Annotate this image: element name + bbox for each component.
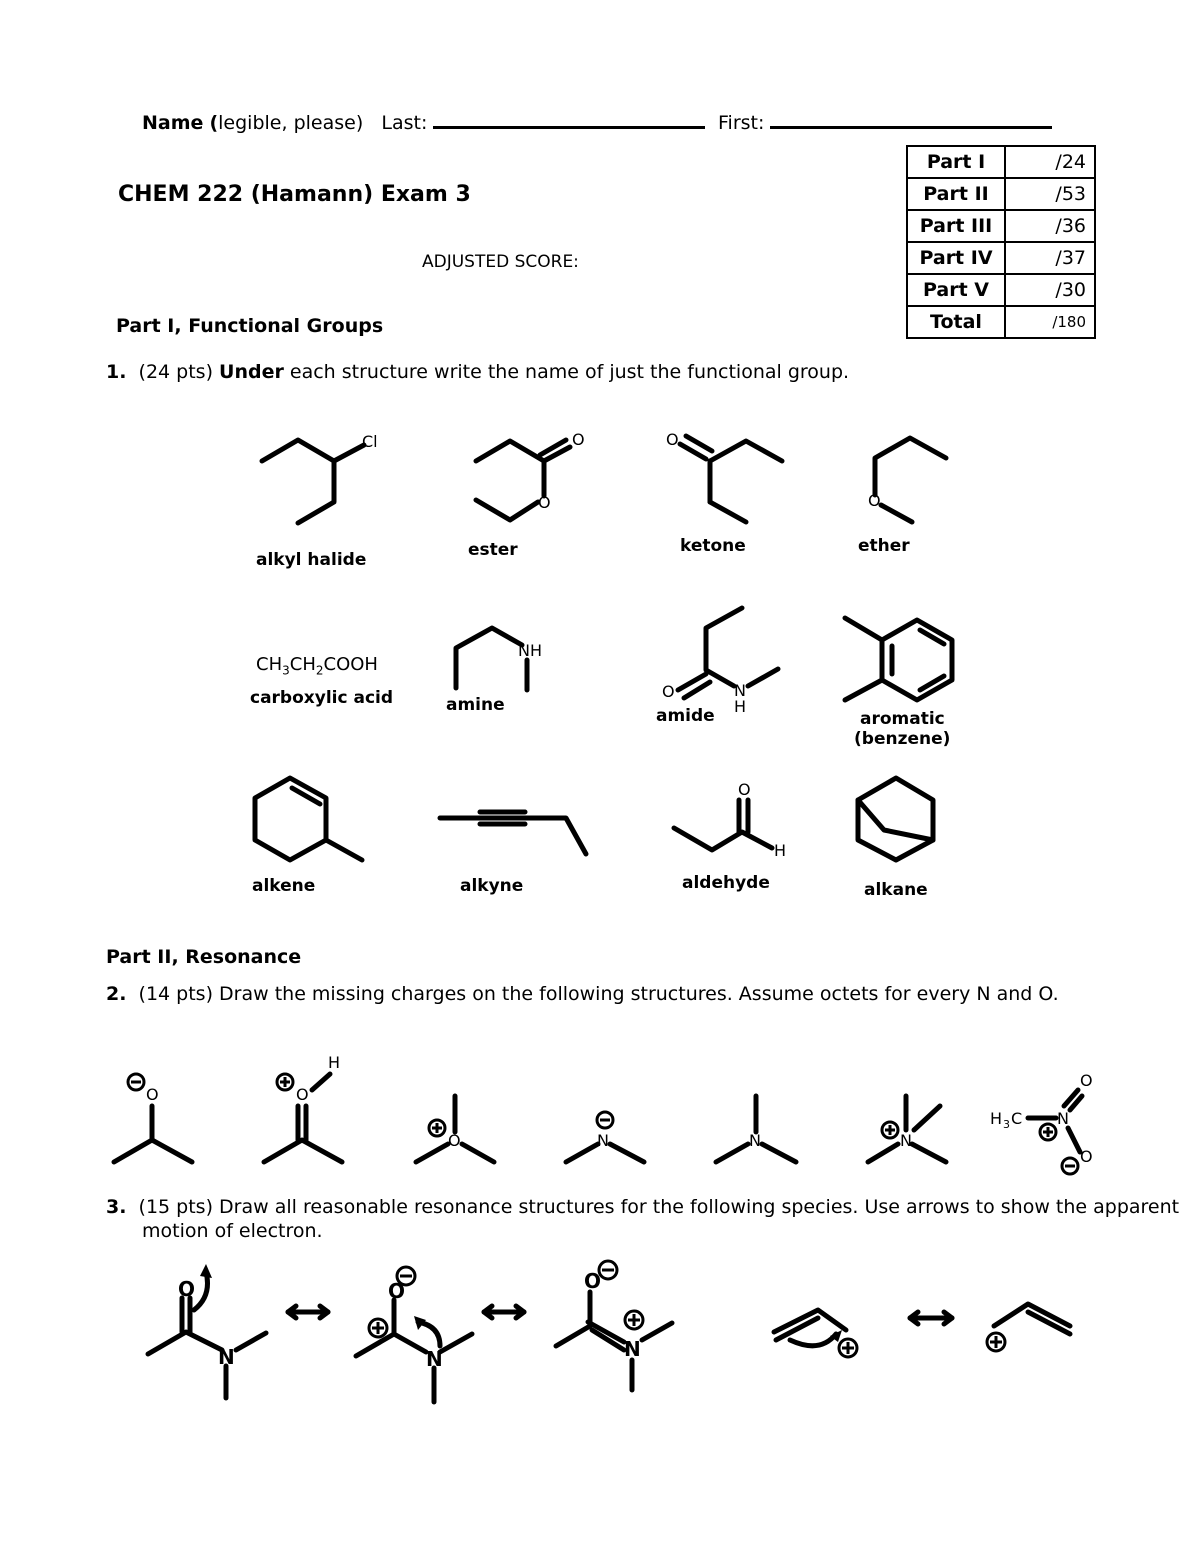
- atom-label: N: [426, 1347, 443, 1371]
- resonance-arrow: [288, 1306, 328, 1318]
- ether-structure: [875, 438, 946, 495]
- atom-label: O: [146, 1085, 159, 1104]
- atom-label: H: [990, 1109, 1003, 1128]
- q3-line1: (15 pts) Draw all reasonable resonance structures for the following species. Use arrows to show the apparent: [138, 1196, 1180, 1218]
- resonance-struct-1: [114, 1140, 192, 1162]
- name-line: Name (legible, please) Last:: [142, 108, 705, 134]
- carboxylic-acid-formula: $CH_3CH_2COOH$: [256, 654, 378, 678]
- label-ketone: ketone: [680, 536, 746, 556]
- atom-label: O: [662, 682, 675, 701]
- label-alkene: alkene: [252, 876, 316, 896]
- label-amine: amine: [446, 695, 505, 715]
- alkane-structure: [858, 778, 933, 860]
- q3-struct-1: [148, 1332, 222, 1354]
- label-ether: ether: [858, 536, 910, 556]
- score-value: /24: [1005, 146, 1095, 178]
- arrow-1: [194, 1272, 208, 1310]
- atom-label: O: [388, 1279, 406, 1303]
- q1-text: each structure write the name of just the functional group.: [289, 361, 850, 383]
- label-ester: ester: [468, 540, 518, 560]
- q2-number: 2.: [106, 983, 127, 1005]
- resonance-struct-6: [868, 1144, 898, 1162]
- atom-label: N: [218, 1345, 235, 1369]
- resonance-struct-5: [716, 1144, 748, 1162]
- score-part: Part IV: [907, 242, 1005, 274]
- q3-struct-2: [356, 1334, 426, 1356]
- label-alkyne: alkyne: [460, 876, 524, 896]
- aldehyde-structure: [674, 828, 772, 850]
- resonance-struct-2: [264, 1140, 342, 1162]
- atom-label: C: [1011, 1109, 1023, 1128]
- atom-label: N: [1057, 1109, 1069, 1128]
- atom-label: O: [538, 493, 551, 512]
- atom-label: O: [178, 1277, 196, 1301]
- score-value: /36: [1005, 210, 1095, 242]
- label-aromatic: aromatic: [860, 709, 945, 729]
- part1-heading: Part I, Functional Groups: [116, 315, 384, 337]
- q1-points: (24 pts): [138, 361, 213, 383]
- question-2: [106, 983, 1059, 1005]
- alkyl-halide-structure: [262, 440, 364, 461]
- atom-label: N: [624, 1337, 641, 1361]
- q3-line2: motion of electron.: [142, 1220, 323, 1242]
- score-value: /53: [1005, 178, 1095, 210]
- amine-structure: [456, 628, 522, 688]
- atom-label: NH: [518, 641, 542, 660]
- score-value: /180: [1005, 306, 1095, 338]
- first-label: First:: [718, 112, 765, 134]
- score-part: Part III: [907, 210, 1005, 242]
- q1-under: Under: [219, 361, 284, 383]
- atom-label: H: [328, 1053, 341, 1072]
- part2-heading: Part II, Resonance: [106, 946, 302, 968]
- resonance-struct-4: [566, 1144, 598, 1162]
- atom-label: O: [572, 430, 585, 449]
- resonance-arrow: [484, 1306, 524, 1318]
- label-aldehyde: aldehyde: [682, 873, 770, 893]
- atom-label: O: [296, 1085, 309, 1104]
- atom-label: H: [734, 697, 747, 716]
- atom-label: O: [1080, 1147, 1093, 1166]
- score-part: Part II: [907, 178, 1005, 210]
- score-part: Part V: [907, 274, 1005, 306]
- adjusted-score-label: ADJUSTED SCORE:: [422, 252, 579, 272]
- amide-structure: [706, 608, 742, 648]
- atom-label: O: [448, 1131, 461, 1150]
- atom-label: 3: [1003, 1118, 1010, 1131]
- alkene-structure: [255, 778, 326, 860]
- score-part: Part I: [907, 146, 1005, 178]
- resonance-arrow: [910, 1312, 952, 1324]
- atom-label: O: [1080, 1071, 1093, 1090]
- label-carboxylic-acid: carboxylic acid: [250, 688, 394, 708]
- label-amide: amide: [656, 706, 715, 726]
- last-label: Last:: [381, 112, 428, 134]
- label-benzene: (benzene): [854, 729, 951, 749]
- atom-label: O: [666, 430, 679, 449]
- score-value: /37: [1005, 242, 1095, 274]
- atom-label: N: [900, 1131, 912, 1150]
- exam-title: CHEM 222 (Hamann) Exam 3: [118, 182, 471, 207]
- question-3: [106, 1196, 1179, 1218]
- atom-label: H: [774, 841, 787, 860]
- label-alkane: alkane: [864, 880, 928, 900]
- q3-number: 3.: [106, 1196, 127, 1218]
- legible-note: legible, please: [218, 112, 356, 134]
- atom-label: Cl: [362, 432, 378, 451]
- atom-label: O: [738, 780, 751, 799]
- ketone-structure: [710, 441, 782, 461]
- name-label: Name: [142, 112, 204, 134]
- atom-label: O: [868, 491, 881, 510]
- label-alkyl-halide: alkyl halide: [256, 550, 367, 570]
- atom-label: N: [734, 681, 746, 700]
- q1-number: 1.: [106, 361, 127, 383]
- score-value: /30: [1005, 274, 1095, 306]
- score-part: Total: [907, 306, 1005, 338]
- atom-label: O: [584, 1269, 602, 1293]
- q2-text: (14 pts) Draw the missing charges on the following structures. Assume octets for every N and O.: [138, 983, 1059, 1005]
- atom-label: N: [749, 1131, 761, 1150]
- atom-label: N: [597, 1131, 609, 1150]
- q3-struct-3: [556, 1326, 590, 1346]
- arrow-3: [790, 1334, 836, 1346]
